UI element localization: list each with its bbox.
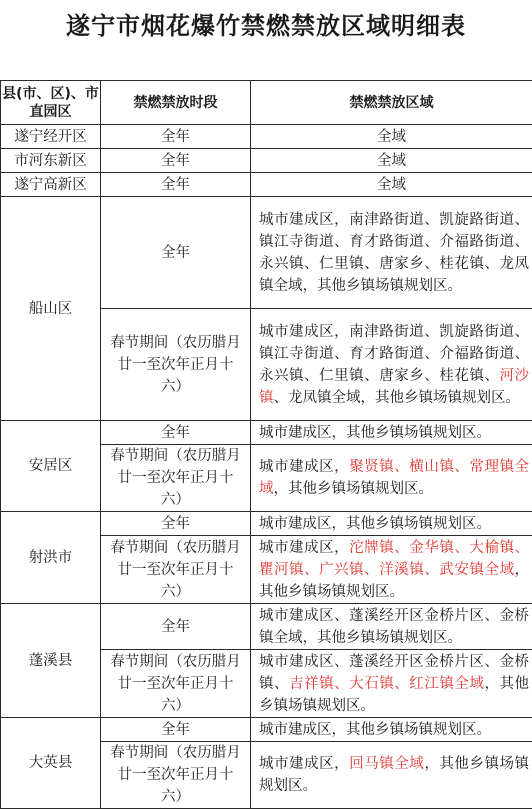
header-county: 县(市、区)、市直园区 — [1, 81, 101, 125]
period-cell: 春节期间（农历腊月廿一至次年正月十六） — [101, 650, 251, 718]
county-cell: 遂宁经开区 — [1, 125, 101, 149]
area-cell: 城市建成区，其他乡镇场镇规划区。 — [251, 512, 532, 536]
county-cell: 安居区 — [1, 421, 101, 512]
highlight-text: 河沙镇 — [259, 368, 529, 406]
period-cell: 春节期间（农历腊月廿一至次年正月十六） — [101, 536, 251, 604]
period-cell: 全年 — [101, 149, 251, 173]
area-cell — [251, 650, 532, 718]
area-cell: 全域 — [251, 173, 532, 197]
table-row — [1, 197, 532, 309]
period-cell: 全年 — [101, 197, 251, 309]
period-cell: 全年 — [101, 718, 251, 742]
area-text: 城市建成区， — [259, 459, 349, 475]
area-text: 城市建成区、蓬溪经开区金桥片区、金桥镇、 — [259, 654, 529, 692]
county-cell: 蓬溪县 — [1, 604, 101, 718]
county-cell: 遂宁高新区 — [1, 173, 101, 197]
area-cell: 全域 — [251, 149, 532, 173]
table-row — [1, 149, 532, 173]
table-row — [1, 604, 532, 650]
county-cell: 市河东新区 — [1, 149, 101, 173]
period-cell: 全年 — [101, 125, 251, 149]
period-cell: 春节期间（农历腊月廿一至次年正月十六） — [101, 309, 251, 421]
table-row — [1, 512, 532, 536]
area-cell — [251, 742, 532, 809]
area-cell — [251, 445, 532, 512]
area-cell — [251, 309, 532, 421]
period-cell: 全年 — [101, 421, 251, 445]
area-text: 城市建成区，南津路街道、凯旋路街道、镇江寺街道、育才路街道、介福路街道、永兴镇、仁里镇、唐家乡、桂花镇、 — [259, 324, 529, 384]
period-cell: 全年 — [101, 604, 251, 650]
period-cell: 全年 — [101, 512, 251, 536]
period-cell: 春节期间（农历腊月廿一至次年正月十六） — [101, 445, 251, 512]
area-cell: 全域 — [251, 125, 532, 149]
highlight-text: 沱牌镇、金华镇、大榆镇、瞿河镇、广兴镇、洋溪镇、武安镇全域 — [259, 540, 529, 578]
county-cell: 射洪市 — [1, 512, 101, 604]
table-row — [1, 421, 532, 445]
area-text: ，其他乡镇场镇规划区。 — [259, 562, 529, 600]
header-period: 禁燃禁放时段 — [101, 81, 251, 125]
area-text: ，其他乡镇场镇规划区。 — [259, 676, 529, 714]
area-cell — [251, 536, 532, 604]
area-cell: 城市建成区，南津路街道、凯旋路街道、镇江寺街道、育才路街道、介福路街道、永兴镇、仁里镇、唐家乡、桂花镇、龙凤镇全域，其他乡镇场镇规划区。 — [251, 197, 532, 309]
area-text: ，其他乡镇场镇规划区。 — [274, 481, 434, 497]
area-cell: 城市建成区，其他乡镇场镇规划区。 — [251, 421, 532, 445]
county-cell: 船山区 — [1, 197, 101, 421]
area-text: ，其他乡镇场镇规划区。 — [259, 756, 529, 794]
table-row — [1, 173, 532, 197]
county-cell: 大英县 — [1, 718, 101, 809]
area-text: 城市建成区， — [259, 540, 349, 556]
period-cell: 春节期间（农历腊月廿一至次年正月十六） — [101, 742, 251, 809]
page-title: 遂宁市烟花爆竹禁燃禁放区域明细表 — [0, 4, 532, 48]
table-row — [1, 125, 532, 149]
header-row — [1, 81, 532, 125]
area-text: 、龙凤镇全域，其他乡镇场镇规划区。 — [274, 390, 521, 406]
table-row — [1, 718, 532, 742]
area-cell: 城市建成区，其他乡镇场镇规划区。 — [251, 718, 532, 742]
highlight-text: 回马镇全域 — [349, 756, 424, 772]
highlight-text: 聚贤镇、横山镇、常理镇全域 — [259, 459, 529, 497]
area-text: 城市建成区， — [259, 756, 349, 772]
area-cell: 城市建成区、蓬溪经开区金桥片区、金桥镇全域，其他乡镇场镇规划区。 — [251, 604, 532, 650]
period-cell: 全年 — [101, 173, 251, 197]
zone-table — [0, 80, 532, 809]
header-area: 禁燃禁放区域 — [251, 81, 532, 125]
highlight-text: 吉祥镇、大石镇、红江镇全域 — [289, 676, 484, 692]
